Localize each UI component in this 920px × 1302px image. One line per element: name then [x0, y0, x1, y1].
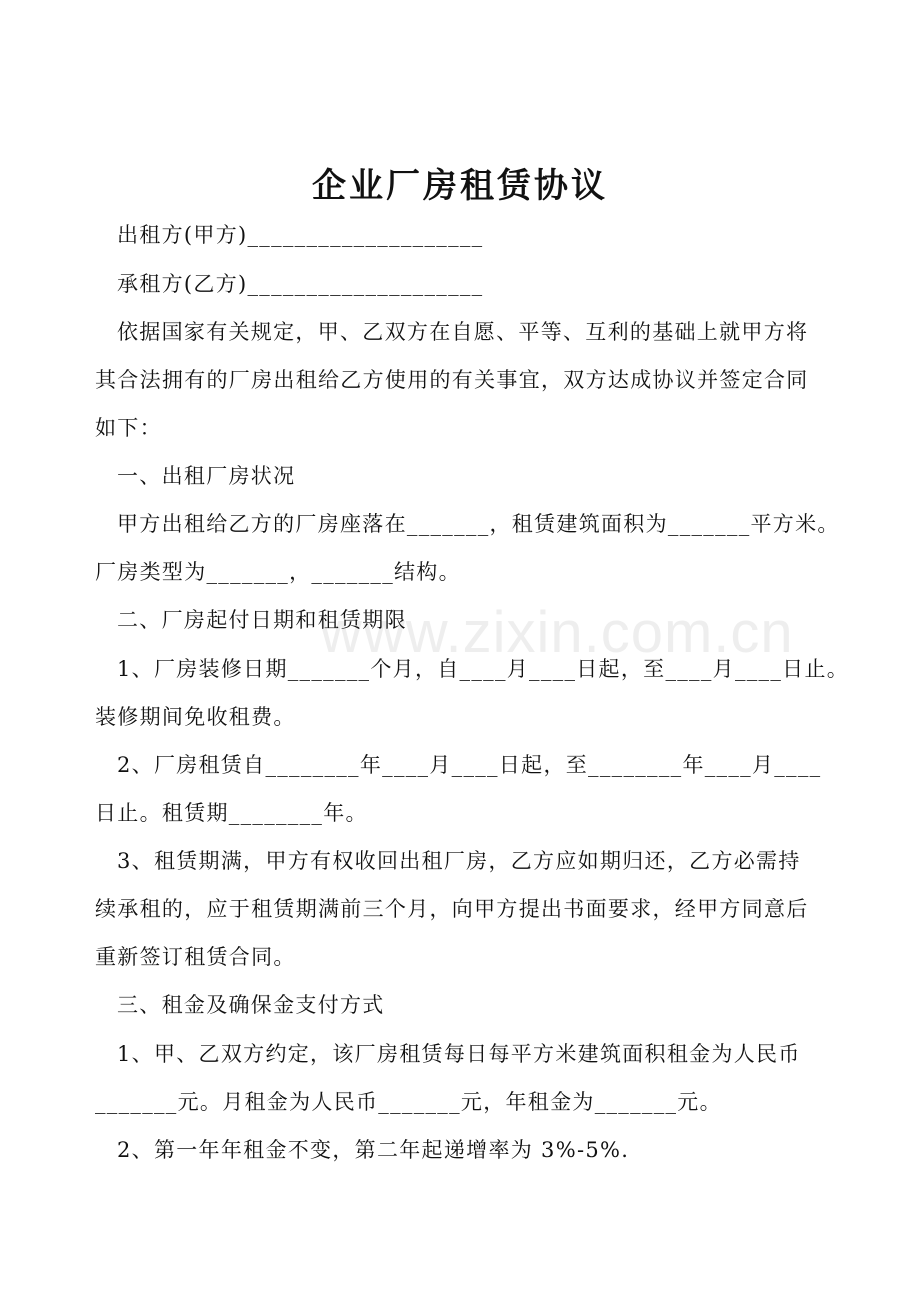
preamble-line-2: 其合法拥有的厂房出租给乙方使用的有关事宜，双方达成协议并签定合同	[95, 368, 809, 392]
page-title: 企业厂房租赁协议	[312, 166, 608, 206]
lessor-field: 出租方(甲方)____________________	[117, 223, 484, 247]
section-heading-1: 一、出租厂房状况	[117, 464, 296, 488]
section-heading-3: 三、租金及确保金支付方式	[117, 993, 385, 1017]
section-heading-2: 二、厂房起付日期和租赁期限	[117, 608, 407, 632]
preamble-line-1: 依据国家有关规定，甲、乙双方在自愿、平等、互利的基础上就甲方将	[117, 320, 809, 344]
paragraph-line: 装修期间免收租费。	[95, 705, 296, 729]
paragraph-line: 1、厂房装修日期_______个月，自____月____日起，至____月____日止。	[117, 657, 850, 681]
paragraph-line: 重新签订租赁合同。	[95, 945, 296, 969]
paragraph-line: 2、厂房租赁自________年____月____日起，至________年____月____	[117, 753, 822, 777]
paragraph-line: 3、租赁期满，甲方有权收回出租厂房，乙方应如期归还，乙方必需持	[117, 849, 801, 873]
paragraph-line: 续承租的，应于租赁期满前三个月，向甲方提出书面要求，经甲方同意后	[95, 897, 809, 921]
paragraph-line: 甲方出租给乙方的厂房座落在_______，租赁建筑面积为_______平方米。	[117, 512, 840, 536]
lessee-field: 承租方(乙方)____________________	[117, 272, 484, 296]
paragraph-line: 1、甲、乙双方约定，该厂房租赁每日每平方米建筑面积租金为人民币	[117, 1042, 801, 1066]
paragraph-line: 厂房类型为_______，_______结构。	[95, 560, 461, 584]
paragraph-line: _______元。月租金为人民币_______元，年租金为_______元。	[95, 1090, 722, 1114]
watermark-text: www.zixin.com.cn	[320, 600, 794, 665]
paragraph-line: 2、第一年年租金不变，第二年起递增率为 3%-5%.	[117, 1138, 630, 1162]
paragraph-line: 日止。租赁期________年。	[95, 801, 368, 825]
preamble-line-3: 如下：	[95, 416, 162, 440]
